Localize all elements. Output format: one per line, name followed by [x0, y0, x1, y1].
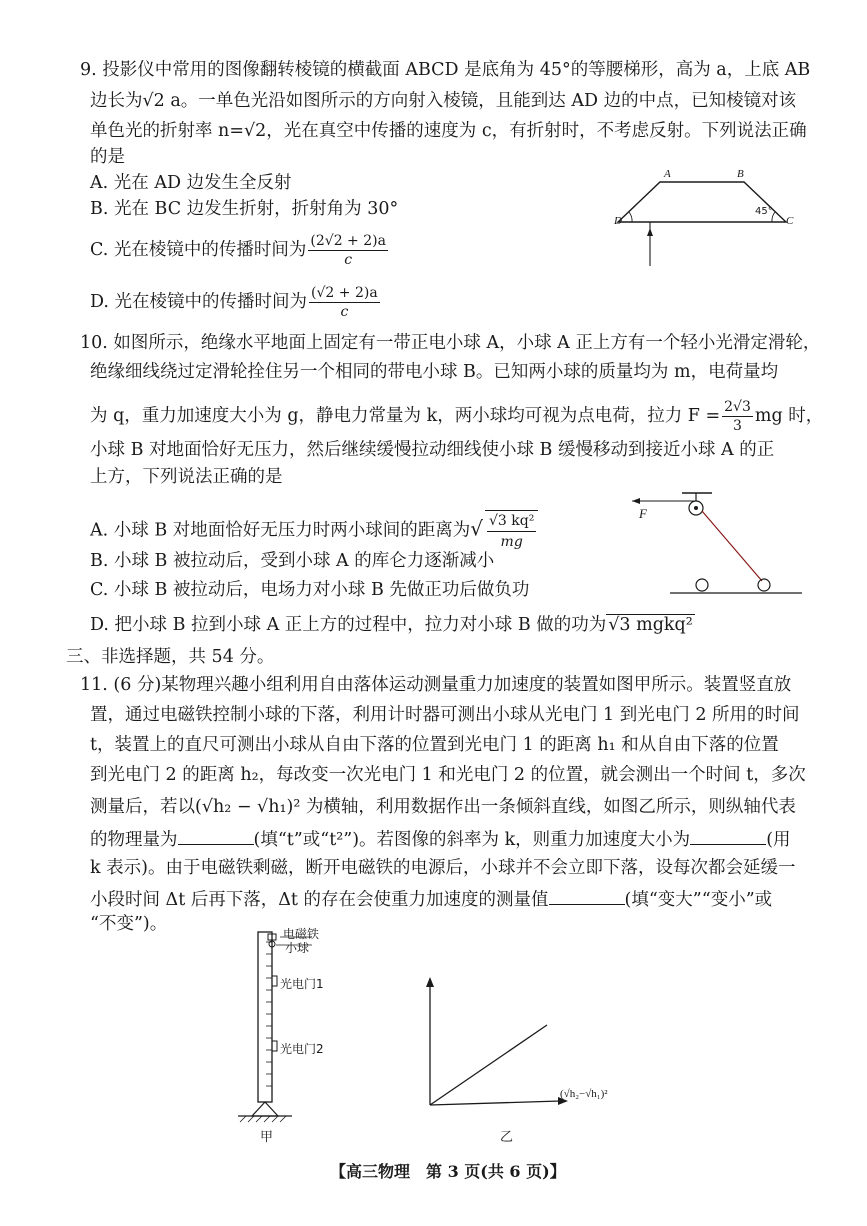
q10-option-a-fraction: [485, 510, 538, 552]
q10-stem-line3: [90, 398, 823, 435]
apparatus-figure: [228, 926, 308, 1126]
q11-text6a: 的物理量为: [90, 830, 178, 850]
q10-option-a-numerator: √3 kq²: [487, 511, 536, 532]
answer-blank-3[interactable]: [549, 886, 625, 905]
ground-hatch: [240, 1116, 286, 1122]
q11-line2: 置，通过电磁铁控制小球的下落，利用计时器可测出小球从光电门 1 到光电门 2 所用的时间: [90, 705, 800, 725]
q10-force-fraction: [722, 398, 753, 435]
q9-trapezoid-figure: [610, 170, 800, 270]
pulley-axle: [694, 506, 698, 510]
q9-option-d-denominator: c: [340, 304, 349, 320]
q9-option-d-fraction: [309, 284, 380, 321]
q9-option-c-fraction: [308, 232, 388, 269]
q10-option-a-denominator: mg: [500, 534, 523, 550]
q9-option-d-text: D. 光在棱镜中的传播时间为: [90, 292, 308, 312]
q9-stem-text1: 投影仪中常用的图像翻转棱镜的横截面 ABCD 是底角为 45°的等腰梯形，高为 a，上底 AB: [102, 60, 811, 80]
q9-option-c-text: C. 光在棱镜中的传播时间为: [90, 240, 307, 260]
x-axis: [430, 1101, 560, 1105]
q11-line8: [90, 886, 772, 912]
q9-vertex-d: D: [614, 215, 622, 227]
ray-arrow-icon: [647, 228, 653, 236]
q9-stem-line4: 的是: [90, 147, 125, 167]
q11-line7: k 表示)。由于电磁铁剩磁，断开电磁铁的电源后，小球并不会立即下落，设每次都会延缓一: [90, 858, 796, 878]
q9-option-a: A. 光在 AD 边发生全反射: [90, 173, 292, 193]
ruler-ticks: [266, 942, 272, 1086]
q10-option-b: B. 小球 B 被拉动后，受到小球 A 的库仑力逐渐减小: [90, 551, 495, 571]
q10-option-d-text: D. 把小球 B 拉到小球 A 正上方的过程中，拉力对小球 B 做的功为: [90, 615, 607, 635]
q11-text6b: (填“t”或“t²”)。若图像的斜率为 k，则重力加速度大小为: [253, 830, 691, 850]
q9-vertex-c: C: [786, 215, 794, 227]
force-arrow-icon: [632, 498, 640, 504]
q10-stem-line1: [80, 331, 820, 355]
q11-line3: t，装置上的直尺可测出小球从自由下落的位置到光电门 1 的距离 h₁ 和从自由下落的位置: [90, 735, 779, 755]
q10-force-label: F: [639, 506, 647, 521]
q9-option-c: [90, 232, 390, 269]
q11-text6c: (用: [766, 830, 791, 850]
data-line: [430, 1025, 547, 1105]
q10-option-d-root: √3 mgkq²: [608, 615, 693, 635]
q9-number: 9.: [80, 60, 97, 80]
rope-slanted: [702, 511, 762, 581]
page-footer: 【高三物理 第 3 页(共 6 页)】: [330, 1162, 566, 1181]
q10-stem-line5: 上方，下列说法正确的是: [90, 467, 283, 487]
q9-vertex-a: A: [664, 168, 671, 180]
ball-b-icon: [758, 579, 770, 591]
ball-a-icon: [696, 579, 708, 591]
q9-stem-line1: [80, 58, 810, 82]
q9-vertex-b: B: [737, 168, 744, 180]
q11-number: 11.: [80, 675, 108, 695]
label-gate2: 光电门2: [280, 1042, 324, 1056]
y-axis-arrow-icon: [426, 977, 434, 987]
sqrt-icon: √: [470, 516, 483, 541]
q10-number: 10.: [80, 333, 108, 353]
stand-base: [252, 1102, 278, 1116]
q10-stem-text3b: mg 时，: [754, 406, 824, 426]
gate2-icon: [272, 1041, 277, 1051]
q9-option-d: [90, 284, 382, 321]
q10-pulley-figure: [630, 485, 810, 600]
q9-stem-line2: 边长为√2 a。一单色光沿如图所示的方向射入棱镜，且能到达 AD 边的中点，已知棱镜对该: [90, 91, 797, 111]
q10-force-numerator: 2√3: [724, 399, 751, 415]
gate1-icon: [272, 976, 277, 986]
q9-option-b: B. 光在 BC 边发生折射，折射角为 30°: [90, 199, 399, 219]
answer-blank-1[interactable]: [178, 826, 254, 845]
q10-option-d: [90, 613, 695, 637]
label-ball: 小球: [285, 941, 310, 955]
section-heading: 三、非选择题，共 54 分。: [66, 647, 275, 667]
angle-arc-d: [629, 212, 632, 222]
answer-blank-2[interactable]: [690, 826, 766, 845]
q10-stem-text1: 如图所示，绝缘水平地面上固定有一带正电小球 A，小球 A 正上方有一个轻小光滑定滑轮，: [113, 333, 821, 353]
q9-angle-label: 45°: [755, 206, 773, 217]
q11-line9: “不变”)。: [90, 914, 168, 934]
q9-stem-line3: 单色光的折射率 n=√2，光在真空中传播的速度为 c，有折射时，不考虑反射。下列说法正确: [90, 121, 807, 141]
q11-line5: 测量后，若以(√h₂ − √h₁)² 为横轴，利用数据作出一条倾斜直线，如图乙所示，则纵轴代表: [90, 797, 796, 817]
ruler-stand: [258, 932, 272, 1102]
q10-stem-line2: 绝缘细线绕过定滑轮拴住另一个相同的带电小球 B。已知两小球的质量均为 m，电荷量均: [90, 362, 779, 382]
q10-stem-line4: 小球 B 对地面恰好无压力，然后继续缓慢拉动细线使小球 B 缓慢移动到接近小球 A 的正: [90, 440, 775, 460]
q11-text8a: 小段时间 Δt 后再下落，Δt 的存在会使重力加速度的测量值: [90, 890, 549, 910]
q10-option-a: [90, 510, 540, 552]
graph-x-label: (√h₂−√h₁)²: [560, 1088, 608, 1100]
q11-text1: (6 分)某物理兴趣小组利用自由落体运动测量重力加速度的装置如图甲所示。装置竖直放: [113, 675, 792, 695]
q11-line6: [90, 826, 791, 852]
q10-option-c: C. 小球 B 被拉动后，电场力对小球 B 先做正功后做负功: [90, 580, 530, 600]
q10-stem-text3: 为 q，重力加速度大小为 g，静电力常量为 k，两小球均可视为点电荷，拉力 F =: [90, 406, 721, 426]
label-magnet: 电磁铁: [283, 927, 320, 941]
q9-option-d-numerator: (√2 + 2)a: [311, 285, 378, 301]
caption-jia: 甲: [260, 1130, 274, 1145]
q9-option-c-numerator: (2√2 + 2)a: [310, 233, 386, 249]
label-gate1: 光电门1: [280, 977, 324, 991]
caption-yi: 乙: [500, 1130, 514, 1145]
q9-option-c-denominator: c: [344, 252, 353, 268]
q11-line1: [80, 673, 791, 697]
q11-text8b: (填“变大”“变小”或: [624, 890, 773, 910]
q10-force-denominator: 3: [733, 418, 742, 434]
q11-line4: 到光电门 2 的距离 h₂，每改变一次光电门 1 和光电门 2 的位置，就会测出一个时间 t，多次: [90, 765, 806, 785]
q10-option-a-text: A. 小球 B 对地面恰好无压力时两小球间的距离为: [90, 520, 471, 541]
